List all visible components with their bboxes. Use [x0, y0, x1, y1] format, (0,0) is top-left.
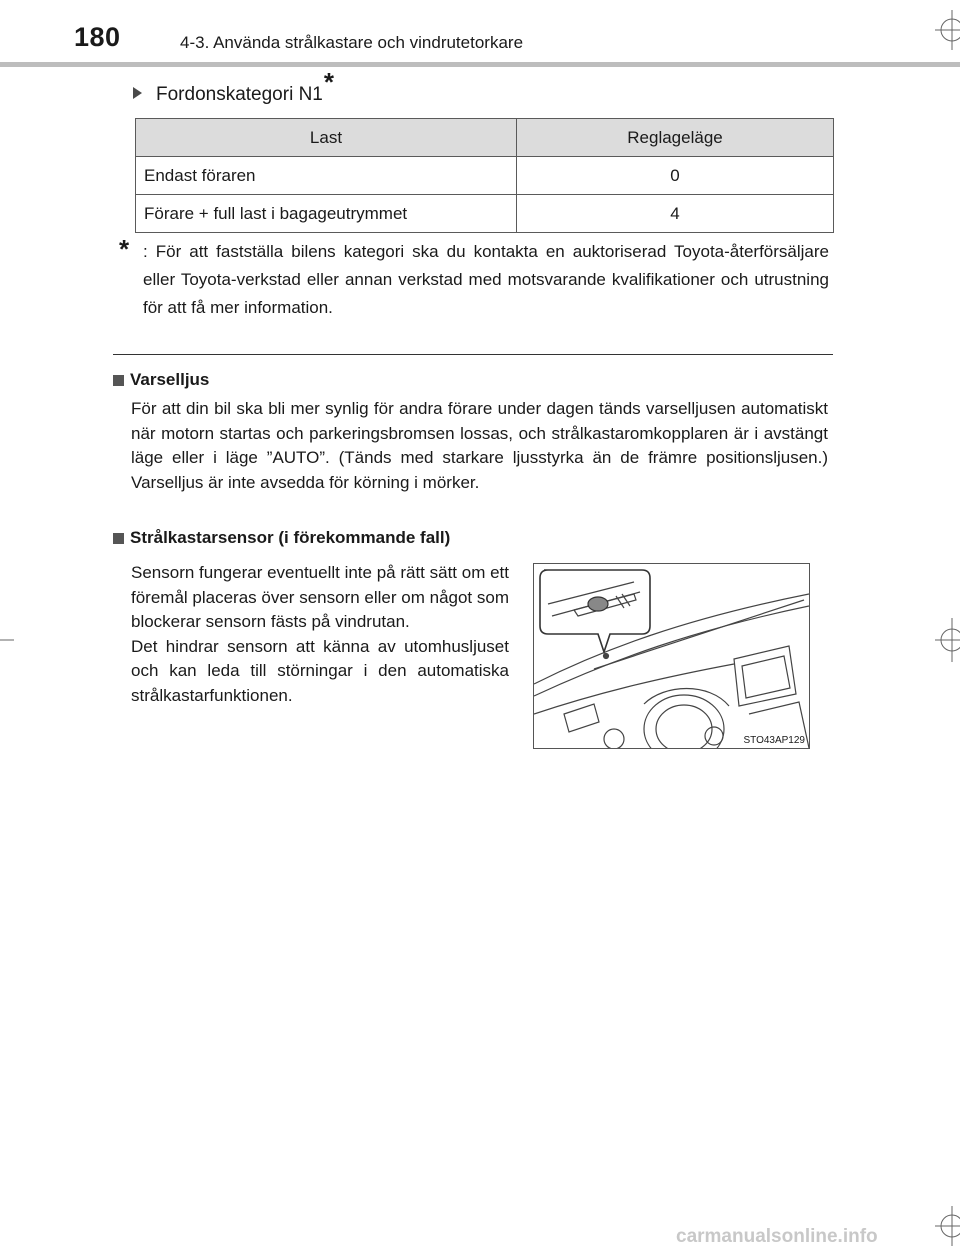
crop-mark-bottom-right — [930, 1206, 960, 1246]
square-bullet-icon — [113, 533, 124, 544]
header-rule — [0, 62, 960, 67]
vehicle-category-heading-text: Fordonskategori N1 — [156, 84, 323, 105]
section-title: 4-3. Använda strålkastare och vindrutetorkare — [180, 33, 524, 52]
table-cell-setting: 0 — [517, 157, 834, 195]
watermark: carmanualsonline.info — [676, 1226, 878, 1247]
table-cell-load: Förare + full last i bagageutrymmet — [136, 195, 517, 233]
table-row — [136, 195, 834, 233]
column-header-load: Last — [136, 119, 517, 157]
figure-code: STO43AP129 — [743, 735, 805, 746]
asterisk-mark: * — [323, 67, 334, 97]
triangle-bullet-icon — [133, 87, 142, 99]
column-header-setting: Reglageläge — [517, 119, 834, 157]
sensor-paragraph-1: Sensorn fungerar eventuellt inte på rätt sätt om ett föremål placeras över sensorn eller om något som blockerar sensorn fästs på vindrutan. — [131, 563, 509, 631]
page-number: 180 — [74, 22, 121, 52]
drl-text: För att din bil ska bli mer synlig för andra förare under dagen tänds varselljusen automatiskt när motorn startas och parkeringsbromsen lossas, och strålkastaromkopplaren är i avstängt läge eller i läge ”AUTO”. (Tänds med starkare ljusstyrka än de främre positionsljusen.) Varselljus är inte avsedda för körning i mörker. — [131, 399, 828, 492]
dashboard-drawing — [534, 564, 809, 748]
table-header-row — [136, 119, 834, 157]
table-cell-load: Endast föraren — [136, 157, 517, 195]
table-row — [136, 157, 834, 195]
table-cell-setting: 4 — [517, 195, 834, 233]
crop-mark-left — [0, 630, 20, 650]
section-divider — [113, 354, 833, 355]
sensor-title: Strålkastarsensor (i förekommande fall) — [130, 528, 451, 547]
footnote-text: : För att fastställa bilens kategori ska du kontakta en auktoriserad Toyota-återförsäljare eller Toyota-verkstad eller annan verkstad med motsvarande kvalifikationer och utrustning för att få mer information. — [143, 242, 829, 317]
vehicle-category-heading — [133, 67, 334, 107]
sensor-paragraph-2: Det hindrar sensorn att känna av utomhusljuset och kan leda till störningar i den automatiska strålkastarfunktionen. — [131, 636, 509, 705]
sensor-text — [131, 561, 509, 708]
sensor-illustration — [533, 563, 810, 749]
drl-heading — [113, 370, 209, 390]
footnote — [119, 234, 829, 322]
drl-title: Varselljus — [130, 370, 210, 389]
load-table — [135, 118, 834, 233]
crop-mark-top-right — [930, 10, 960, 50]
square-bullet-icon — [113, 375, 124, 386]
sensor-heading — [113, 528, 450, 548]
footnote-asterisk: * — [119, 234, 130, 264]
crop-mark-mid-right — [930, 618, 960, 662]
